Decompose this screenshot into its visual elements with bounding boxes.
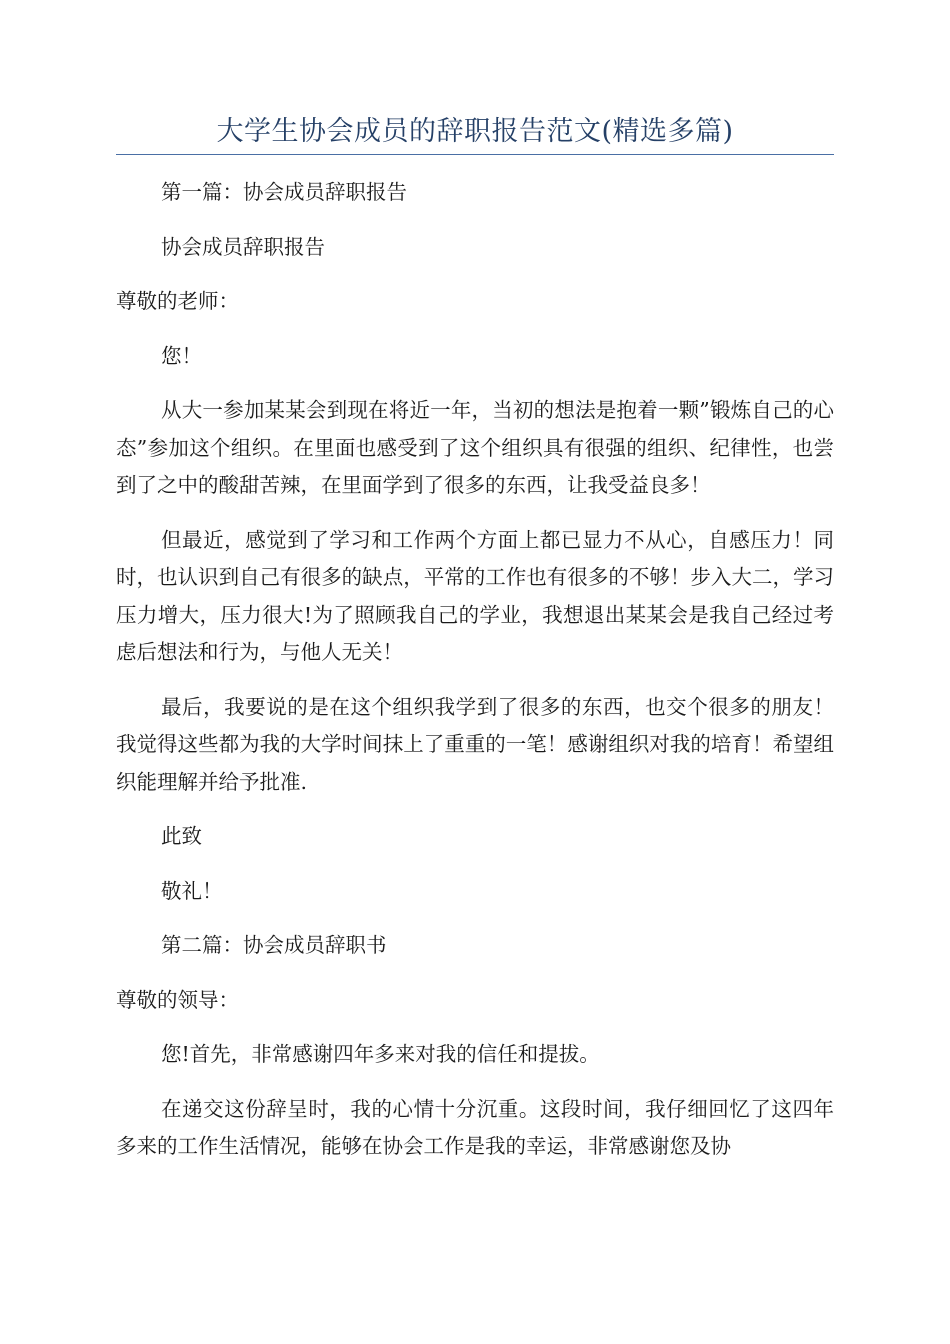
paragraph-report-title: 协会成员辞职报告 <box>161 234 325 259</box>
document-title: 大学生协会成员的辞职报告范文(精选多篇) <box>216 116 734 147</box>
paragraph-body-1: 从大一参加某某会到现在将近一年，当初的想法是抱着一颗”锻炼自己的心态”参加这个组织。在里面也感受到了这个组织具有很强的组织、纪律性，也尝到了之中的酸甜苦辣，在里面学到了很多的东西，让我受益良多！ <box>116 398 834 497</box>
paragraph-closing-2: 敬礼！ <box>161 878 223 903</box>
paragraph-section-2-heading: 第二篇：协会成员辞职书 <box>161 933 387 957</box>
paragraph-section-1-heading: 第一篇：协会成员辞职报告 <box>161 180 407 204</box>
paragraph-body-5: 在递交这份辞呈时，我的心情十分沉重。这段时间，我仔细回忆了这四年多来的工作生活情况，能够在协会工作是我的幸运，非常感谢您及协 <box>116 1096 834 1158</box>
document-body <box>116 174 834 1183</box>
paragraph-closing-1: 此致 <box>161 824 202 848</box>
title-underline <box>116 154 834 155</box>
paragraph-body-2: 但最近，感觉到了学习和工作两个方面上都已显力不从心，自感压力！同时，也认识到自己有很多的缺点，平常的工作也有很多的不够！步入大二，学习压力增大，压力很大!为了照顾我自己的学业，我想退出某某会是我自己经过考虑后想法和行为，与他人无关！ <box>116 527 834 664</box>
paragraph-greeting: 您！ <box>161 343 202 368</box>
paragraph-body-4: 您!首先，非常感谢四年多来对我的信任和提拔。 <box>161 1042 600 1066</box>
paragraph-salutation-teacher: 尊敬的老师： <box>116 289 239 313</box>
paragraph-body-3: 最后，我要说的是在这个组织我学到了很多的东西，也交个很多的朋友！我觉得这些都为我的大学时间抹上了重重的一笔！感谢组织对我的培育！希望组织能理解并给予批准. <box>116 694 834 794</box>
paragraph-salutation-leader: 尊敬的领导： <box>116 987 239 1012</box>
